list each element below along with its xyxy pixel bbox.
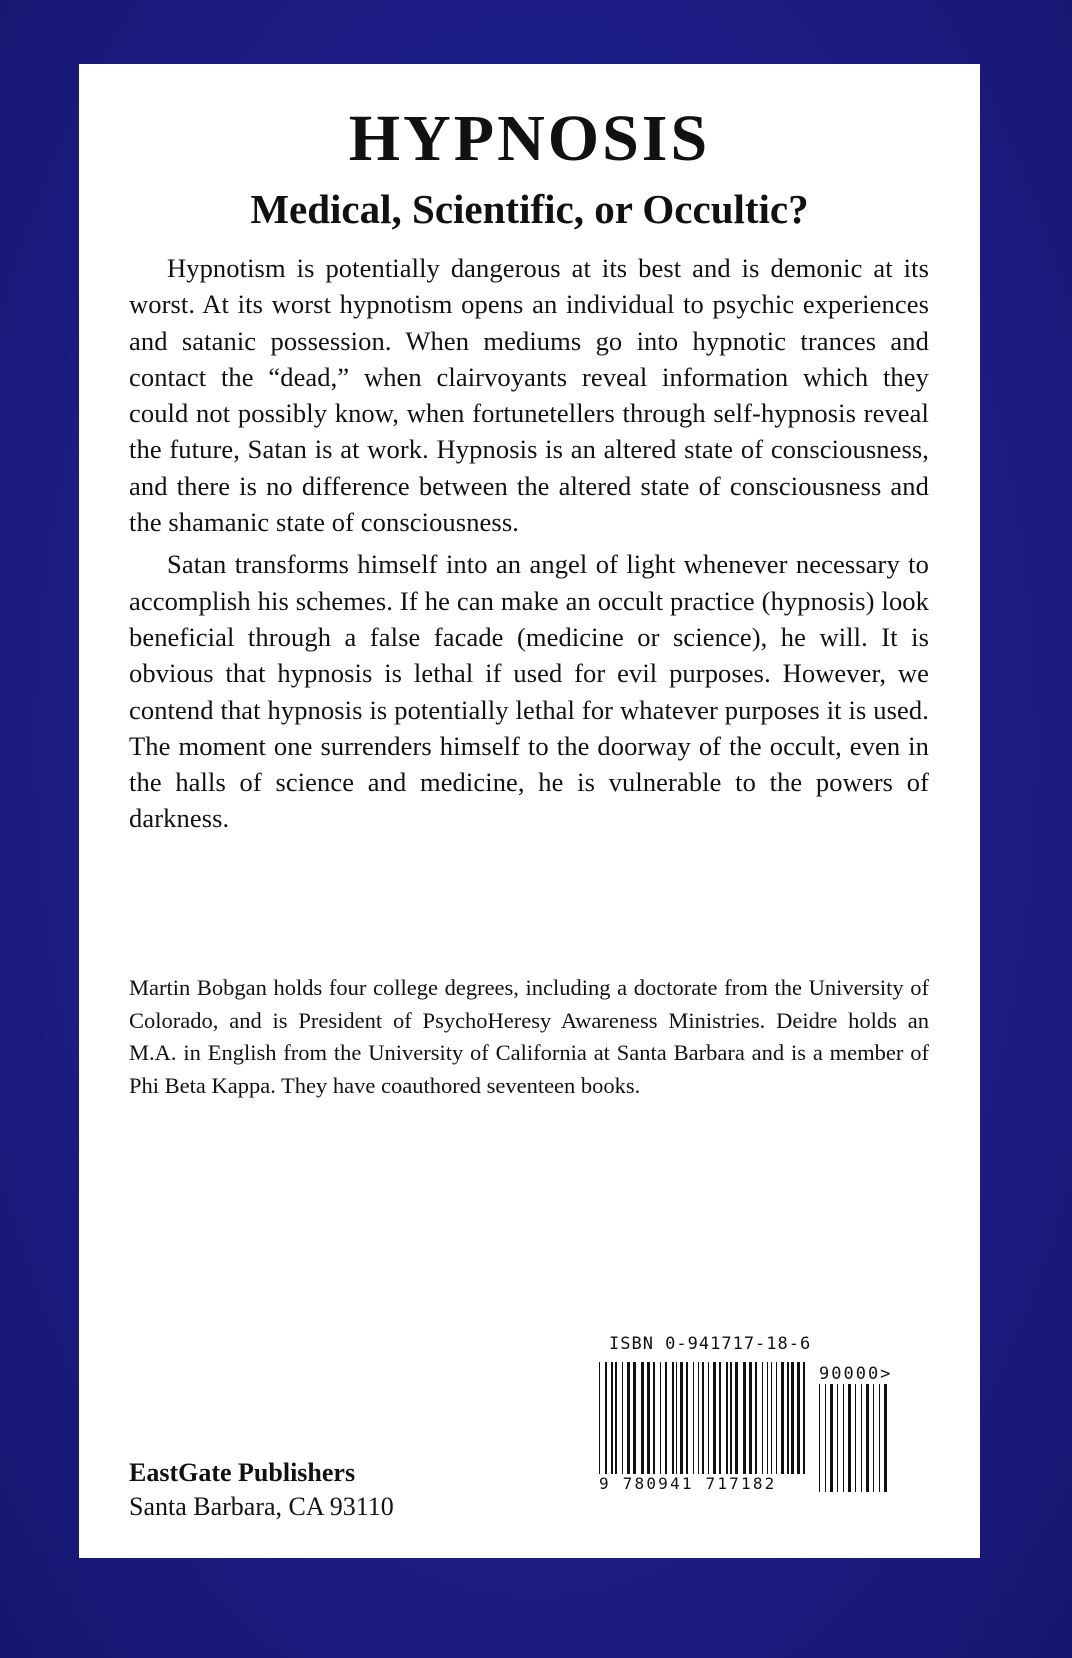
- barcode-bar: [708, 1362, 709, 1474]
- barcode-bar: [803, 1362, 805, 1474]
- publisher-address: Santa Barbara, CA 93110: [129, 1492, 394, 1521]
- publisher-name: EastGate Publishers: [129, 1458, 356, 1487]
- barcode-bar: [825, 1384, 826, 1492]
- barcode-bar: [866, 1384, 869, 1492]
- barcode-bar: [837, 1384, 838, 1492]
- barcode-bar: [819, 1384, 820, 1492]
- barcode-bar: [665, 1362, 667, 1474]
- barcode-bar: [861, 1384, 862, 1492]
- barcode-bar: [830, 1384, 833, 1492]
- barcode-bar: [776, 1362, 777, 1474]
- barcode-bar: [797, 1362, 800, 1474]
- isbn-label: ISBN 0-941717-18-6: [609, 1334, 812, 1354]
- price-addon-label: 90000>: [819, 1364, 893, 1384]
- barcode-bar: [622, 1362, 623, 1474]
- barcode-bar: [719, 1362, 721, 1474]
- addon-barcode-icon: [819, 1384, 889, 1492]
- blurb-paragraph-2: Satan transforms himself into an angel of light whenever necessary to accomplish his schemes. If he can make an occult practice (hypnosis) look beneficial through a false facade (medicine or science), he will. It is obvious that hypnosis is lethal if used for evil purposes. However, we contend that hypnosis is potentially lethal for whatever purposes it is used. The moment one surrenders himself to the doorway of the occult, even in the halls of science and medicine, he is vulnerable to the powers of darkness.: [129, 549, 929, 834]
- book-title: HYPNOSIS: [348, 102, 711, 175]
- barcode-bar: [781, 1362, 784, 1474]
- barcode-bar: [676, 1362, 677, 1474]
- barcode-bar: [605, 1362, 607, 1474]
- barcode-bar: [749, 1362, 752, 1474]
- barcode-bar: [843, 1384, 844, 1492]
- blurb-paragraph-1: Hypnotism is potentially dangerous at its best and is demonic at its worst. At its worst hypnotism opens an individual to psychic experiences and satanic possession. When mediums go into hypnotic trances and contact the “dead,” when clairvoyants reveal information which they could not possibly know, when fortunetellers through self-hypnosis reveal the future, Satan is at work. Hypnosis is an altered state of consciousness, and there is no difference between the altered state of consciousness and the shamanic state of consciousness.: [129, 253, 929, 538]
- barcode-bar: [762, 1362, 763, 1474]
- barcode-bar: [791, 1362, 794, 1474]
- barcode-bar: [755, 1362, 757, 1474]
- barcode-bar: [743, 1362, 746, 1474]
- barcode-bar: [693, 1362, 694, 1474]
- barcode-icon: [599, 1362, 806, 1474]
- barcode-bar: [686, 1362, 688, 1474]
- barcode-bar: [873, 1384, 874, 1492]
- barcode-bar: [730, 1362, 732, 1474]
- book-subtitle: Medical, Scientific, or Occultic?: [250, 186, 809, 232]
- back-cover-panel: [79, 64, 980, 1558]
- barcode-bar: [672, 1362, 674, 1474]
- barcode-bar: [735, 1362, 738, 1474]
- author-bio: Martin Bobgan holds four college degrees, including a doctorate from the University of Colorado, and is President of PsychoHeresy Awareness Ministries. Deidre holds an M.A. in English from the University of California at Santa Barbara and is a member of Phi Beta Kappa. They have coauthored seventeen books.: [129, 975, 929, 1098]
- barcode-bar: [660, 1362, 661, 1474]
- barcode-bar: [627, 1362, 630, 1474]
- blurb: [129, 250, 929, 843]
- barcode-bar: [771, 1362, 772, 1474]
- barcode-bar: [615, 1362, 617, 1474]
- barcode-bar: [726, 1362, 728, 1474]
- barcode-bar: [767, 1362, 768, 1474]
- barcode-bar: [713, 1362, 716, 1474]
- barcode-bar: [884, 1384, 887, 1492]
- barcode-bar: [855, 1384, 856, 1492]
- barcode-bar: [702, 1362, 704, 1474]
- barcode-bar: [641, 1362, 644, 1474]
- barcode-bar: [680, 1362, 683, 1474]
- barcode-bar: [879, 1384, 880, 1492]
- barcode-bar: [611, 1362, 613, 1474]
- barcode-bar: [647, 1362, 650, 1474]
- barcode-bar: [653, 1362, 655, 1474]
- barcode-bar: [633, 1362, 636, 1474]
- barcode-bar: [698, 1362, 699, 1474]
- barcode-bar: [848, 1384, 851, 1492]
- barcode-digits: 9 780941 717182: [599, 1474, 777, 1493]
- publisher-block: [129, 1456, 394, 1524]
- barcode-bar: [787, 1362, 789, 1474]
- barcode-bar: [599, 1362, 600, 1474]
